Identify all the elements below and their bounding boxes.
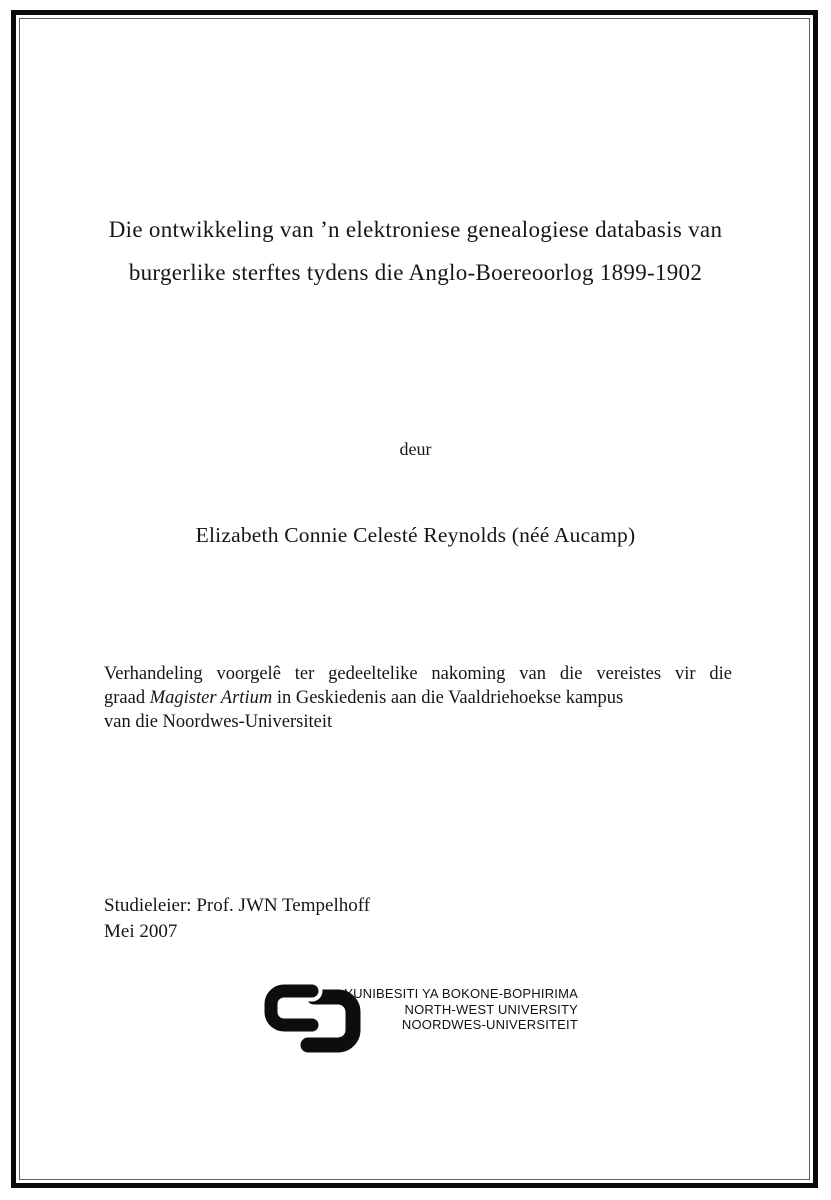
logo-line-english: NORTH-WEST UNIVERSITY	[404, 1001, 578, 1017]
date-line: Mei 2007	[104, 921, 178, 942]
byline-label: deur	[399, 439, 432, 459]
supervisor-line: Studieleier: Prof. JWN Tempelhoff	[104, 895, 371, 916]
logo-line-setswana: YUNIBESITI YA BOKONE-BOPHIRIMA	[344, 986, 578, 1001]
university-logo-text	[320, 986, 578, 1033]
thesis-title-line2: burgerlike sterftes tydens die Anglo-Boereoorlog 1899-1902	[128, 260, 703, 285]
declaration-line2-post: in Geskiedenis aan die Vaaldriehoekse kampus	[272, 688, 624, 708]
thesis-title	[60, 208, 771, 294]
logo-link-left	[271, 991, 312, 1025]
degree-declaration	[104, 662, 732, 734]
supervisor-block	[104, 893, 370, 945]
declaration-line2	[104, 686, 732, 710]
logo-line-afrikaans: NOORDWES-UNIVERSITEIT	[401, 1017, 578, 1032]
author-name: Elizabeth Connie Celesté Reynolds (néé Aucamp)	[195, 523, 636, 547]
declaration-line2-pre: graad	[104, 688, 150, 708]
degree-name-italic: Magister Artium	[149, 688, 273, 708]
thesis-title-line1: Die ontwikkeling van ’n elektroniese genealogiese databasis van	[108, 217, 723, 242]
declaration-line3: van die Noordwes-Universiteit	[104, 712, 333, 732]
university-logo	[258, 975, 588, 1059]
declaration-line1: Verhandeling voorgelê ter gedeeltelike nakoming van die vereistes vir die	[104, 664, 732, 684]
